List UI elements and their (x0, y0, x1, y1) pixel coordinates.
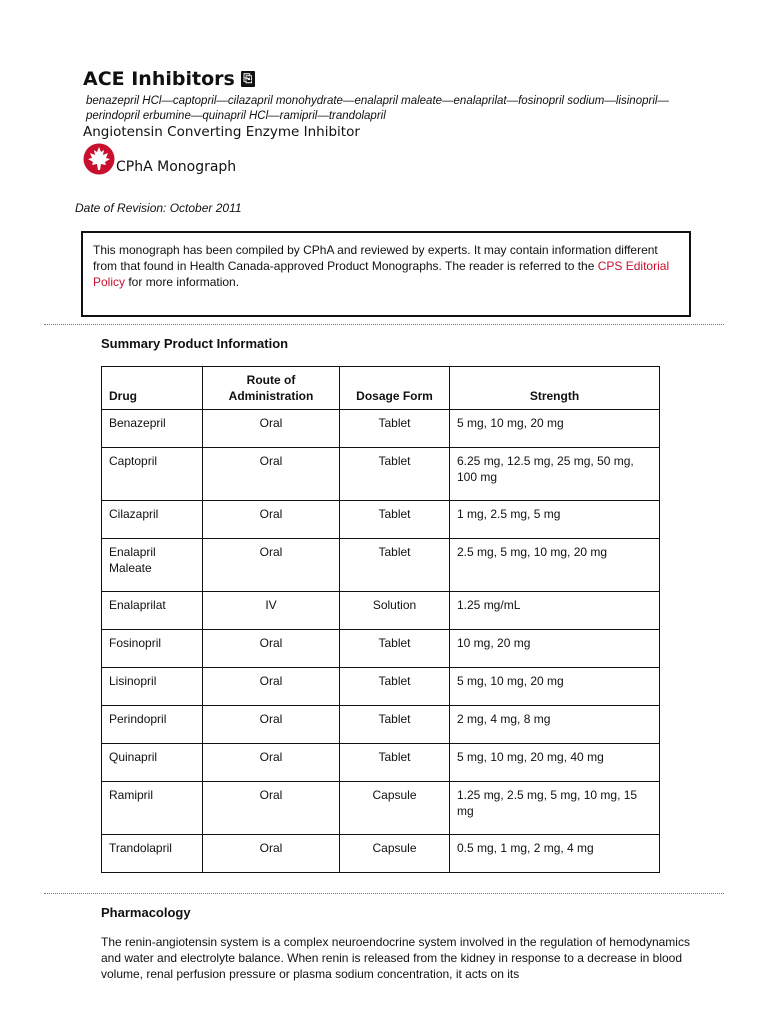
drug-synonyms: benazepril HCl—captopril—cilazapril monohydrate—enalapril maleate—enalaprilat—fosinopril sodium—lisinopril—perindopril erbumine—quinapril HCl—ramipril—trandolapril (86, 95, 669, 122)
page-subtitle: Angiotensin Converting Enzyme Inhibitor (83, 124, 360, 140)
strength-cell: 5 mg, 10 mg, 20 mg, 40 mg (450, 744, 660, 782)
drug-cell: Quinapril (102, 744, 203, 782)
strength-cell: 1.25 mg/mL (450, 592, 660, 630)
pharmacology-text: The renin-angiotensin system is a complex neuroendocrine system involved in the regulation of hemodynamics and water and electrolyte balance. When renin is released from the kidney in response to a decrease in blood volume, renal perfusion pressure or plasma sodium concentration, it acts on its (101, 935, 690, 981)
table-row (102, 744, 660, 782)
route-cell: Oral (203, 410, 340, 448)
revision-date: Date of Revision: October 2011 (75, 201, 242, 215)
column-header: Route of Administration (203, 367, 340, 410)
drug-cell: Enalaprilat (102, 592, 203, 630)
form-cell: Capsule (340, 782, 450, 835)
title-row (83, 68, 255, 90)
drug-cell: Perindopril (102, 706, 203, 744)
route-cell: IV (203, 592, 340, 630)
table-row (102, 782, 660, 835)
section-divider (44, 324, 724, 325)
strength-cell: 6.25 mg, 12.5 mg, 25 mg, 50 mg, 100 mg (450, 448, 660, 501)
drug-cell: Trandolapril (102, 835, 203, 873)
table-row (102, 448, 660, 501)
pharmacology-heading: Pharmacology (101, 905, 191, 920)
route-cell: Oral (203, 668, 340, 706)
table-header-row (102, 367, 660, 410)
monograph-badge (83, 143, 236, 175)
strength-cell: 1.25 mg, 2.5 mg, 5 mg, 10 mg, 15 mg (450, 782, 660, 835)
drug-cell: Cilazapril (102, 501, 203, 539)
form-cell: Tablet (340, 630, 450, 668)
form-cell: Tablet (340, 539, 450, 592)
table-row (102, 668, 660, 706)
column-header: Drug (102, 367, 203, 410)
drug-cell: Ramipril (102, 782, 203, 835)
strength-cell: 1 mg, 2.5 mg, 5 mg (450, 501, 660, 539)
notice-text-end: for more information. (125, 275, 240, 289)
section-divider (44, 893, 724, 894)
drug-cell: Benazepril (102, 410, 203, 448)
drug-cell: Fosinopril (102, 630, 203, 668)
route-cell: Oral (203, 501, 340, 539)
form-cell: Solution (340, 592, 450, 630)
route-cell: Oral (203, 706, 340, 744)
form-cell: Tablet (340, 448, 450, 501)
table-row (102, 539, 660, 592)
notice-text: This monograph has been compiled by CPhA and reviewed by experts. It may contain information different from that found in Health Canada-approved Product Monographs. The reader is referred to the (93, 243, 658, 273)
form-cell: Tablet (340, 706, 450, 744)
monograph-label: CPhA Monograph (116, 159, 237, 175)
print-icon[interactable]: ⎘ (241, 71, 255, 87)
summary-heading: Summary Product Information (101, 336, 289, 351)
table-row (102, 835, 660, 873)
maple-leaf-logo-icon (83, 143, 115, 175)
strength-cell: 0.5 mg, 1 mg, 2 mg, 4 mg (450, 835, 660, 873)
page-title: ACE Inhibitors (83, 68, 235, 90)
route-cell: Oral (203, 630, 340, 668)
form-cell: Tablet (340, 744, 450, 782)
form-cell: Capsule (340, 835, 450, 873)
form-cell: Tablet (340, 501, 450, 539)
route-cell: Oral (203, 835, 340, 873)
drug-cell: Enalapril Maleate (102, 539, 203, 592)
route-cell: Oral (203, 744, 340, 782)
strength-cell: 10 mg, 20 mg (450, 630, 660, 668)
summary-table (101, 366, 660, 873)
form-cell: Tablet (340, 668, 450, 706)
route-cell: Oral (203, 782, 340, 835)
route-cell: Oral (203, 539, 340, 592)
strength-cell: 2 mg, 4 mg, 8 mg (450, 706, 660, 744)
strength-cell: 5 mg, 10 mg, 20 mg (450, 410, 660, 448)
table-row (102, 630, 660, 668)
editorial-policy-link[interactable]: CPS Editorial Policy (93, 259, 670, 289)
column-header: Dosage Form (340, 367, 450, 410)
table-row (102, 706, 660, 744)
table-row (102, 592, 660, 630)
form-cell: Tablet (340, 410, 450, 448)
drug-cell: Lisinopril (102, 668, 203, 706)
drug-cell: Captopril (102, 448, 203, 501)
table-row (102, 501, 660, 539)
editorial-notice (81, 231, 691, 317)
strength-cell: 5 mg, 10 mg, 20 mg (450, 668, 660, 706)
route-cell: Oral (203, 448, 340, 501)
column-header: Strength (450, 367, 660, 410)
table-row (102, 410, 660, 448)
strength-cell: 2.5 mg, 5 mg, 10 mg, 20 mg (450, 539, 660, 592)
